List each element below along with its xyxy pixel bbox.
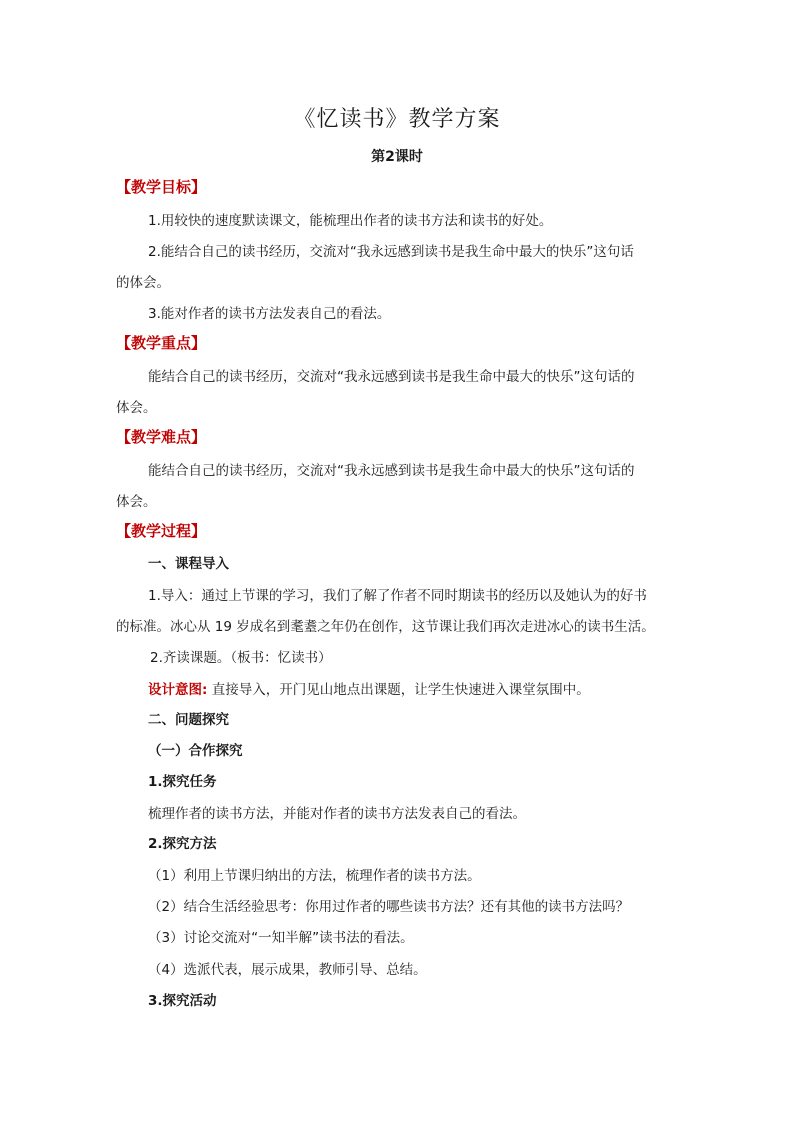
- objective-item-2-line-1: 2.能结合自己的读书经历，交流对“我永远感到读书是我生命中最大的快乐”这句话: [148, 244, 634, 260]
- activity-heading: 3.探究活动: [148, 993, 217, 1009]
- method-item-3: （3）讨论交流对“一知半解”读书法的看法。: [148, 930, 414, 946]
- intro-item-2: 2.齐读课题。（板书：忆读书）: [150, 650, 332, 666]
- key-points-heading: 【教学重点】: [116, 334, 207, 352]
- design-intent-label: 设计意图:: [148, 682, 208, 698]
- objective-item-1: 1.用较快的速度默读课文，能梳理出作者的读书方法和读书的好处。: [148, 213, 553, 229]
- process-heading: 【教学过程】: [116, 522, 207, 540]
- method-item-1: （1）利用上节课归纳出的方法，梳理作者的读书方法。: [148, 868, 481, 884]
- difficulties-line-2: 体会。: [116, 494, 157, 510]
- difficulties-line-1: 能结合自己的读书经历，交流对“我永远感到读书是我生命中最大的快乐”这句话的: [148, 463, 635, 479]
- method-item-2: （2）结合生活经验思考：你用过作者的哪些读书方法？还有其他的读书方法吗？: [148, 899, 630, 915]
- design-intent: [148, 678, 590, 698]
- lesson-period: 第2课时: [371, 149, 423, 165]
- subsection-cooperative-inquiry: （一）合作探究: [148, 743, 243, 759]
- method-heading: 2.探究方法: [148, 836, 217, 852]
- task-text: 梳理作者的读书方法，并能对作者的读书方法发表自己的看法。: [148, 806, 526, 822]
- key-points-line-2: 体会。: [116, 400, 157, 416]
- intro-line-1: 1.导入：通过上节课的学习，我们了解了作者不同时期读书的经历以及她认为的好书: [148, 588, 647, 604]
- intro-line-2: 的标准。冰心从 19 岁成名到耄耋之年仍在创作，这节课让我们再次走进冰心的读书生活。: [116, 619, 655, 635]
- objective-item-2-line-2: 的体会。: [116, 275, 170, 291]
- design-intent-text: 直接导入，开门见山地点出课题，让学生快速进入课堂氛围中。: [211, 682, 590, 698]
- objective-item-3: 3.能对作者的读书方法发表自己的看法。: [148, 306, 391, 322]
- key-points-line-1: 能结合自己的读书经历，交流对“我永远感到读书是我生命中最大的快乐”这句话的: [148, 369, 635, 385]
- method-item-4: （4）选派代表，展示成果，教师引导、总结。: [148, 962, 427, 978]
- difficulties-heading: 【教学难点】: [116, 428, 207, 446]
- section-problem-inquiry: 二、问题探究: [148, 712, 229, 728]
- section-course-intro: 一、课程导入: [148, 556, 229, 572]
- task-heading: 1.探究任务: [148, 774, 217, 790]
- document-title: 《忆读书》教学方案: [293, 107, 501, 132]
- objectives-heading: 【教学目标】: [116, 178, 207, 196]
